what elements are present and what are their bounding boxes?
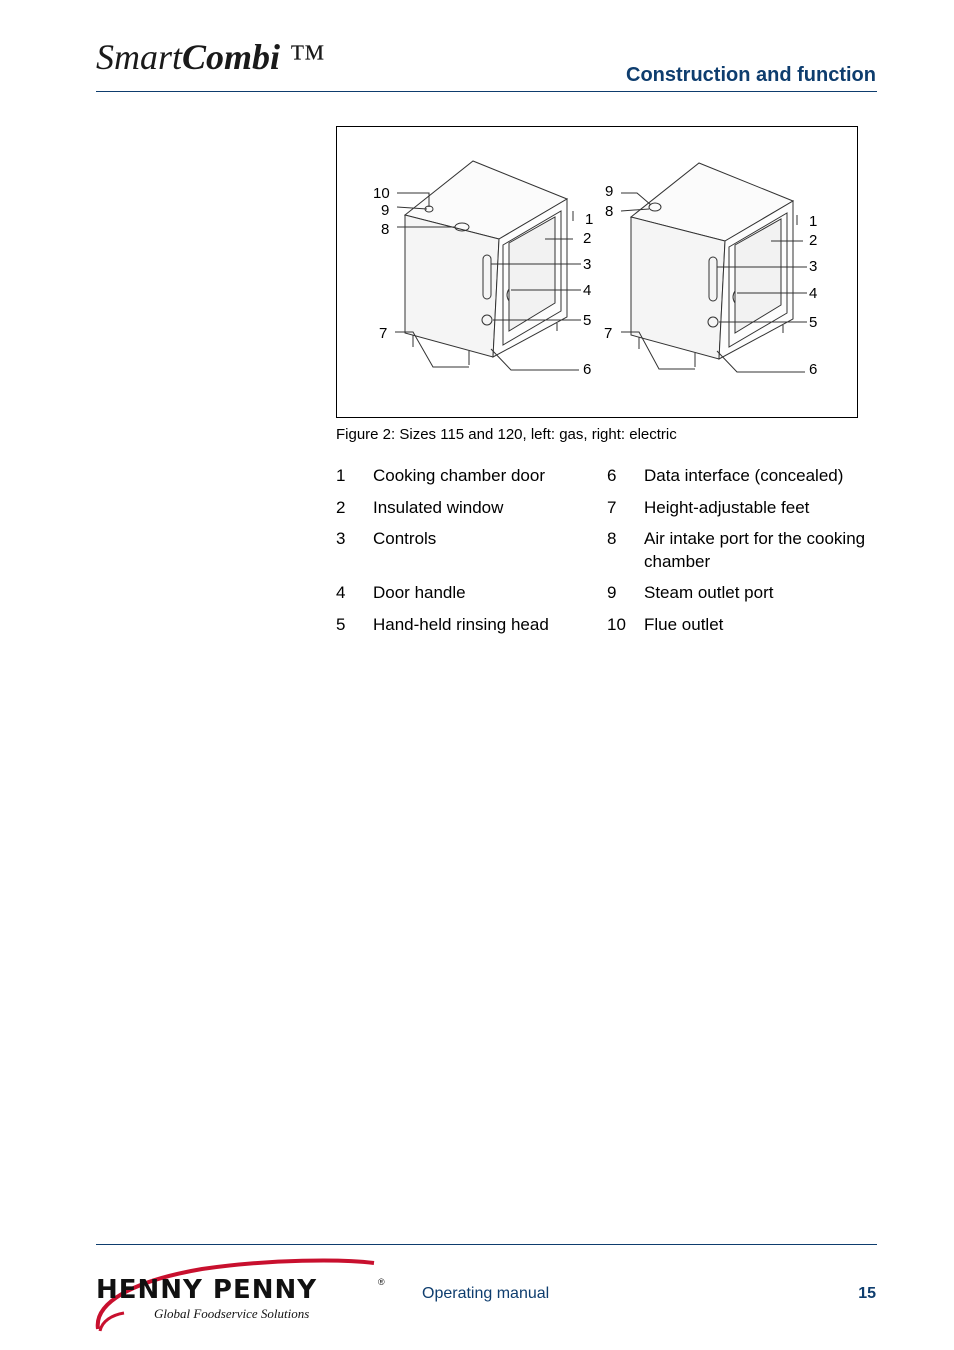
callout-left-5: 5	[583, 312, 592, 329]
callout-right-3: 3	[809, 258, 818, 275]
figure-caption: Figure 2: Sizes 115 and 120, left: gas, right: electric	[336, 426, 677, 443]
footer-document-title: Operating manual	[422, 1285, 550, 1302]
oven-electric	[621, 163, 807, 372]
logo-registered-mark: ®	[378, 1277, 385, 1287]
callout-left-9: 9	[381, 202, 390, 219]
callout-right-2: 2	[809, 232, 818, 249]
brand-bold: Combi	[182, 37, 281, 77]
legend-number: 9	[607, 583, 617, 602]
legend-number: 6	[607, 466, 617, 485]
legend-number: 4	[336, 583, 346, 602]
legend-text: Door handle	[373, 583, 466, 602]
legend-text: Insulated window	[373, 498, 504, 517]
callout-left-8: 8	[381, 221, 390, 238]
logo-tagline: Global Foodservice Solutions	[154, 1306, 310, 1321]
footer-rule	[96, 1244, 877, 1245]
page-number: 15	[858, 1285, 876, 1302]
callout-right-5: 5	[809, 314, 818, 331]
henny-penny-logo	[92, 1255, 392, 1335]
legend-number: 8	[607, 529, 617, 548]
legend-text: Height-adjustable feet	[644, 498, 810, 517]
legend-number: 3	[336, 529, 346, 548]
oven-illustration	[337, 127, 859, 419]
callout-right-6: 6	[809, 361, 818, 378]
callout-left-6: 6	[583, 361, 592, 378]
callout-left-7: 7	[379, 325, 388, 342]
legend-text: Hand-held rinsing head	[373, 615, 549, 634]
legend-number: 1	[336, 466, 346, 485]
trademark-mark: ™	[280, 37, 325, 77]
callout-left-2: 2	[583, 230, 592, 247]
callout-right-9: 9	[605, 183, 614, 200]
header-rule	[96, 91, 877, 92]
legend-number: 5	[336, 615, 346, 634]
callout-right-7: 7	[604, 325, 613, 342]
callout-right-1: 1	[809, 213, 818, 230]
figure-frame	[336, 126, 858, 418]
legend-text: Controls	[373, 529, 437, 548]
brand-regular: Smart	[96, 37, 183, 77]
callout-left-4: 4	[583, 282, 592, 299]
oven-gas	[395, 161, 581, 370]
section-title: Construction and function	[626, 64, 876, 86]
legend-number: 2	[336, 498, 346, 517]
legend-text: Flue outlet	[644, 615, 724, 634]
legend-text: Cooking chamber door	[373, 466, 545, 485]
legend-text: Air intake port for the cooking chamber	[644, 529, 866, 571]
callout-left-1: 1	[585, 211, 594, 228]
brand-title	[96, 36, 324, 78]
callout-left-3: 3	[583, 256, 592, 273]
logo-text: HENNY PENNY	[96, 1275, 318, 1305]
legend-number: 10	[607, 615, 626, 634]
callout-right-8: 8	[605, 203, 614, 220]
legend-number: 7	[607, 498, 617, 517]
callout-right-4: 4	[809, 285, 818, 302]
callout-left-10: 10	[373, 185, 390, 202]
legend-text: Steam outlet port	[644, 583, 774, 602]
legend-text: Data interface (concealed)	[644, 466, 844, 485]
